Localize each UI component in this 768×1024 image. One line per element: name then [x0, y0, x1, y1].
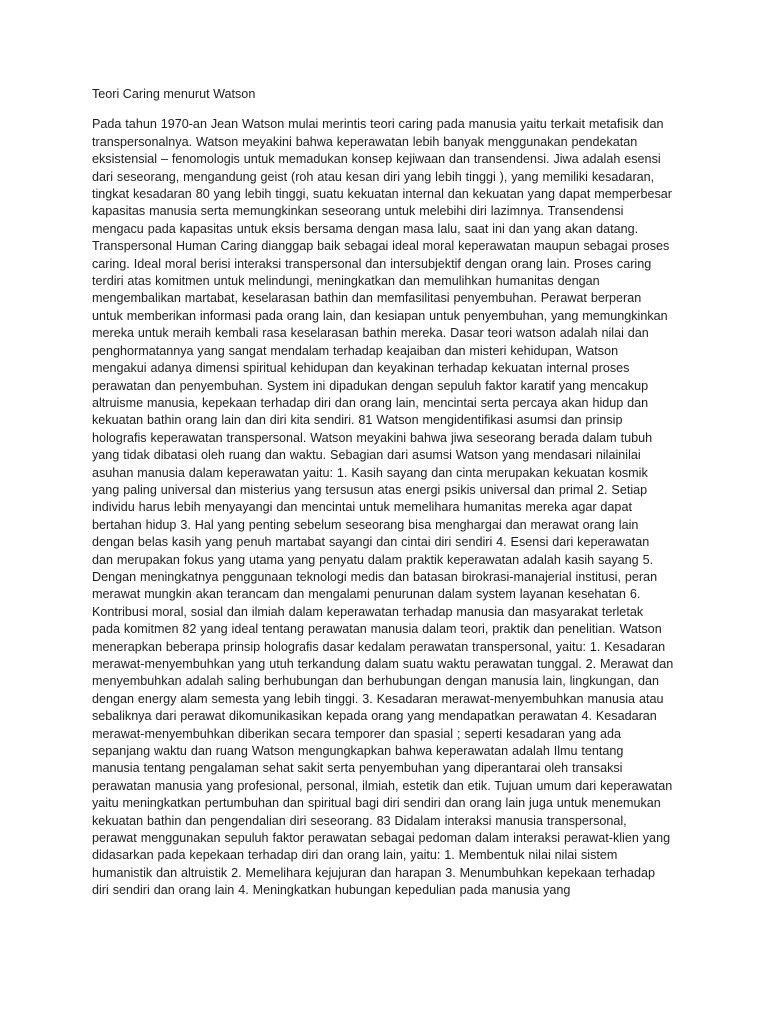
document-title: Teori Caring menurut Watson	[92, 87, 256, 101]
document-page	[92, 86, 674, 900]
document-body-paragraph: Pada tahun 1970-an Jean Watson mulai merintis teori caring pada manusia yaitu terkait metafisik dan transpersonalnya. Watson meyakini bahwa keperawatan lebih banyak menggunakan pendekatan eksistensial – fenomologis untuk memadukan konsep kejiwaan dan transendensi. Jiwa adalah esensi dari seseorang, mengandung geist (roh atau kesan diri yang lebih tinggi ), yang memiliki kesadaran, tingkat kesadaran 80 yang lebih tinggi, suatu kekuatan internal dan kekuatan yang dapat memperbesar kapasitas manusia serta memungkinkan seseorang untuk melebihi diri lazimnya. Transendensi mengacu pada kapasitas untuk eksis bersama dengan masa lalu, saat ini dan yang akan datang. Transpersonal Human Caring dianggap baik sebagai ideal moral keperawatan maupun sebagai proses caring. Ideal moral berisi interaksi transpersonal dan intersubjektif dengan orang lain. Proses caring terdiri atas komitmen untuk melindungi, meningkatkan dan memulihkan humanitas dengan mengembalikan martabat, keselarasan bathin dan memfasilitasi penyembuhan. Perawat berperan untuk memberikan informasi pada orang lain, dan kesiapan untuk penyembuhan, yang memungkinkan mereka untuk meraih kembali rasa keselarasan bathin mereka. Dasar teori watson adalah nilai dan penghormatannya yang sangat mendalam terhadap keajaiban dan misteri kehidupan, Watson mengakui adanya dimensi spiritual kehidupan dan keyakinan terhadap kekuatan internal proses perawatan dan penyembuhan. System ini dipadukan dengan sepuluh faktor karatif yang mencakup altruisme manusia, kepekaan terhadap diri dan orang lain, mencintai serta percaya akan hidup dan kekuatan bathin orang lain dan diri kita sendiri. 81 Watson mengidentifikasi asumsi dan prinsip holografis keperawatan transpersonal. Watson meyakini bahwa jiwa seseorang berada dalam tubuh yang tidak dibatasi oleh ruang dan waktu. Sebagian dari asumsi Watson yang mendasari nilainilai asuhan manusia dalam keperawatan yaitu: 1. Kasih sayang dan cinta merupakan kekuatan kosmik yang paling universal dan misterius yang tersusun atas energi psikis universal dan primal 2. Setiap individu harus lebih menyayangi dan mencintai untuk memelihara humanitas mereka agar dapat bertahan hidup 3. Hal yang penting sebelum seseorang bisa menghargai dan merawat orang lain dengan belas kasih yang penuh martabat sayangi dan cintai diri sendiri 4. Esensi dari keperawatan dan merupakan fokus yang utama yang penyatu dalam praktik keperawatan adalah kasih sayang 5. Dengan meningkatnya penggunaan teknologi medis dan batasan birokrasi-manajerial institusi, peran merawat mungkin akan terancam dan mengalami penurunan dalam system layanan kesehatan 6. Kontribusi moral, sosial dan ilmiah dalam keperawatan terhadap manusia dan masyarakat terletak pada komitmen 82 yang ideal tentang perawatan manusia dalam teori, praktik dan penelitian. Watson menerapkan beberapa prinsip holografis dasar kedalam perawatan transpersonal, yaitu: 1. Kesadaran merawat-menyembuhkan yang utuh terkandung dalam suatu waktu perawatan tunggal. 2. Merawat dan menyembuhkan adalah saling berhubungan dan berhubungan dengan manusia lain, lingkungan, dan dengan energy alam semesta yang lebih tinggi. 3. Kesadaran merawat-menyembuhkan manusia atau sebaliknya dari perawat dikomunikasikan kepada orang yang mendapatkan perawatan 4. Kesadaran merawat-menyembuhkan diberikan secara temporer dan spasial ; seperti kesadaran yang ada sepanjang waktu dan ruang Watson mengungkapkan bahwa keperawatan adalah Ilmu tentang manusia tentang pengalaman sehat sakit serta penyembuhan yang diperantarai oleh transaksi perawatan manusia yang profesional, personal, ilmiah, estetik dan etik. Tujuan umum dari keperawatan yaitu meningkatkan pertumbuhan dan spiritual bagi diri sendiri dan orang lain juga untuk menemukan kekuatan bathin dan pengendalian diri seseorang. 83 Didalam interaksi manusia transpersonal, perawat menggunakan sepuluh faktor perawatan sebagai pedoman dalam interaksi perawat-klien yang didasarkan pada kepekaan terhadap diri dan orang lain, yaitu: 1. Membentuk nilai nilai sistem humanistik dan altruistik 2. Memelihara kejujuran dan harapan 3. Menumbuhkan kepekaan terhadap diri sendiri dan orang lain 4. Meningkatkan hubungan kepedulian pada manusia yang	[92, 117, 674, 898]
